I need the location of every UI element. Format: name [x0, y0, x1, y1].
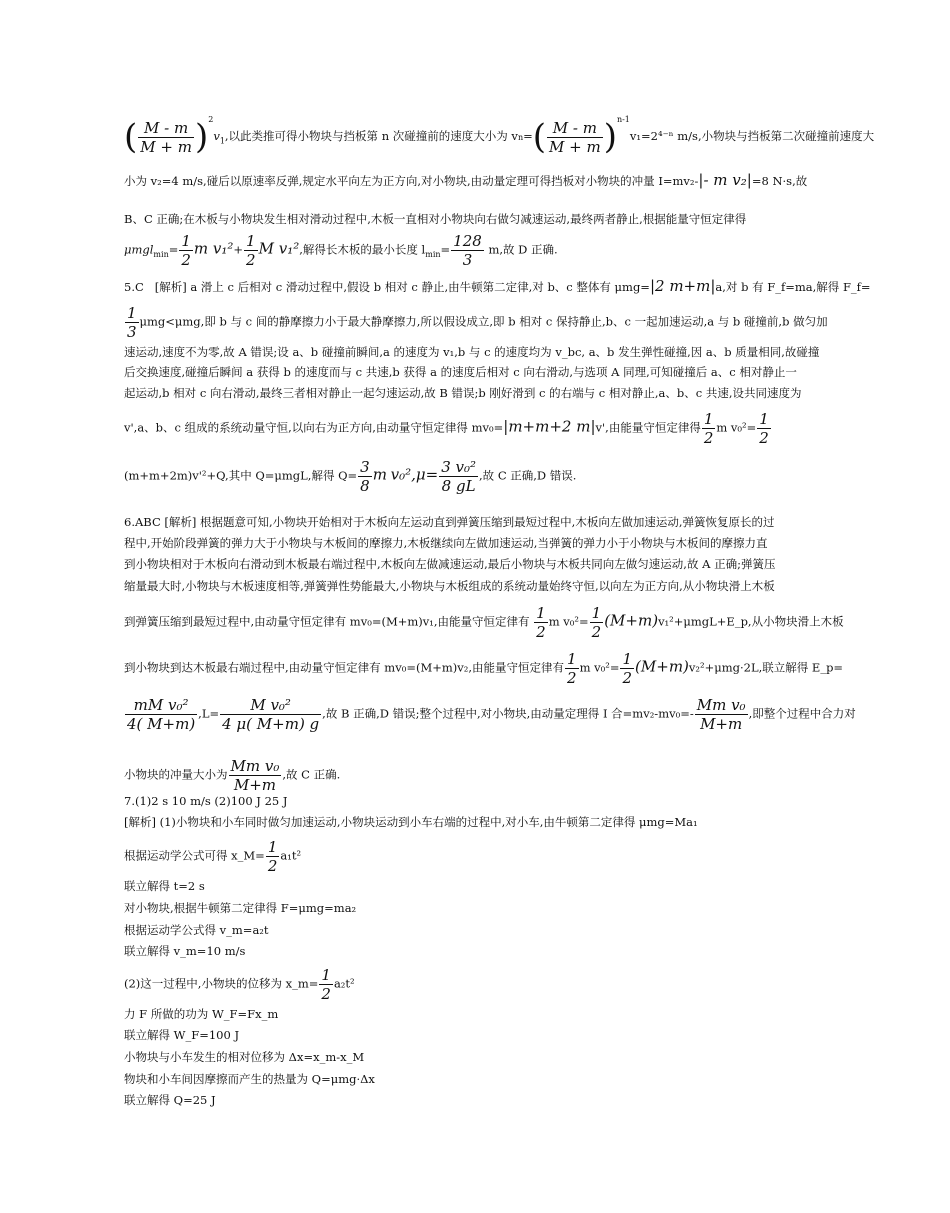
p6-line-5: 到弹簧压缩到最短过程中,由动量守恒定律有 mv₀=(M+m)v₁,由能量守恒定律有 $\frac{1}{2}$ m v₀²= $\frac{1}{2}$ (M+m)v₁²+μmgL+E_p,从小物块滑上木板: [124, 604, 844, 641]
p7-line-11: 物块和小车间因摩擦而产生的热量为 Q=μmg·Δx: [124, 1072, 375, 1086]
p6-line-4: 缩量最大时,小物块与木板速度相等,弹簧弹性势能最大,小物块与木板组成的系统动量始终守恒,以向左为正方向,从小物块滑上木板: [124, 579, 775, 593]
p6-line-2: 程中,开始阶段弹簧的弹力大于小物块与木板间的摩擦力,木板继续向左做加速运动,当弹簧的弹力小于小物块与木板间的摩擦力直: [124, 536, 768, 550]
p7-line-7: (2)这一过程中,小物块的位移为 x_m= $\frac{1}{2}$ a₂t²: [124, 966, 355, 1003]
line-4: μmgl$_{min}$= $\frac{1}{2}$ m v₁²+ $\frac{1}{2}$ M v₁²,解得长木板的最小长度 $l_{min}=$ $\frac{128}{3}$ m,故 D 正确.: [124, 232, 558, 269]
p7-line-10: 小物块与小车发生的相对位移为 Δx=x_m-x_M: [124, 1050, 365, 1064]
p5-line-1: 5.C [解析] a 滑上 c 后相对 c 滑动过程中,假设 b 相对 c 静止,由牛顿第二定律,对 b、c 整体有 μmg=|2 m+m|a,对 b 有 F_f=ma,解得 F_f=: [124, 277, 871, 295]
p6-line-3: 到小物块相对于木板向右滑动到木板最右端过程中,木板向左做减速运动,最后小物块与木板共同向左做匀速运动,故 A 正确;弹簧压: [124, 557, 776, 571]
paren-right: ): [194, 117, 209, 157]
p7-line-5: 根据运动学公式得 v_m=a₂t: [124, 923, 269, 937]
p6-line-7: $\frac{\text{mM v₀²}}{4( M+m)}$ ,L= $\frac{\text{M v₀²}}{4 \mu( M+m) g}$ ,故 B 正确,D 错误;整个过程中,对小物块,由动量定理得 I 合=mv₂-mv₀=- $\frac{\text{Mm v₀}}{M+m}$ ,即整个过程中合力对: [127, 696, 856, 733]
p7-line-4: 对小物块,根据牛顿第二定律得 F=μmg=ma₂: [124, 901, 357, 915]
p5-line-7: (m+m+2m)v'²+Q,其中 Q=μmgL,解得 Q= $\frac{3}{8}$ m v₀²,μ= $\frac{\text{3 v₀²}}{8 gL}$ ,故 C 正确,D 错误.: [124, 458, 577, 495]
p7-line-6: 联立解得 v_m=10 m/s: [124, 944, 246, 958]
p7-head: 7.(1)2 s 10 m/s (2)100 J 25 J: [124, 794, 288, 808]
fraction-M-minus-m: $\frac{M - m}{M + m}$: [140, 118, 192, 156]
p7-line-2: 根据运动学公式可得 x_M= $\frac{1}{2}$ a₁t²: [124, 838, 302, 875]
p7-line-9: 联立解得 W_F=100 J: [124, 1028, 240, 1042]
p7-line-1: [解析] (1)小物块和小车同时做匀加速运动,小物块运动到小车右端的过程中,对小车,由牛顿第二定律得 μmg=Ma₁: [124, 815, 698, 829]
p5-line-6: v',a、b、c 组成的系统动量守恒,以向右为正方向,由动量守恒定律得 mv₀=|m+m+2 m|v',由能量守恒定律得 $\frac{1}{2}$ m v₀²= $\frac{1}{2}$: [124, 410, 769, 447]
line-3: B、C 正确;在木板与小物块发生相对滑动过程中,木板一直相对小物块向右做匀减速运动,最终两者静止,根据能量守恒定律得: [124, 212, 747, 226]
fraction-M-minus-m-2: $\frac{M - m}{M + m}$: [549, 118, 601, 156]
p7-line-8: 力 F 所做的功为 W_F=Fx_m: [124, 1007, 279, 1021]
p7-line-12: 联立解得 Q=25 J: [124, 1093, 216, 1107]
p5-line-3: 速运动,速度不为零,故 A 错误;设 a、b 碰撞前瞬间,a 的速度为 v₁,b 与 c 的速度均为 v_bc, a、b 发生弹性碰撞,因 a、b 质量相同,故碰撞: [124, 345, 820, 359]
p5-line-5: 起运动,b 相对 c 向右滑动,最终三者相对静止一起匀速运动,故 B 错误;b 刚好滑到 c 的右端与 c 相对静止,a、b、c 共速,设共同速度为: [124, 386, 802, 400]
p6-line-6: 到小物块到达木板最右端过程中,由动量守恒定律有 mv₀=(M+m)v₂,由能量守恒定律有 $\frac{1}{2}$ m v₀²= $\frac{1}{2}$ (M+m)v₂²+μmg·2L,联立解得 E_p=: [124, 650, 844, 687]
paren-left: (: [124, 117, 138, 157]
p5-line-2: $\frac{1}{3}$ μmg<μmg,即 b 与 c 间的静摩擦力小于最大静摩擦力,所以假设成立,即 b 相对 c 保持静止,b、c 一起加速运动,a 与 b 碰撞前,b 做匀加: [127, 304, 828, 341]
p5-line-4: 后交换速度,碰撞后瞬间 a 获得 b 的速度而与 c 共速,b 获得 a 的速度后相对 c 向右滑动,与选项 A 同理,可知碰撞后 a、c 相对静止一: [124, 365, 797, 379]
line-1: ( $\frac{M - m}{M + m}$ )$^2v_1$,以此类推可得小物块与挡板第 n 次碰撞前的速度大小为 vn=( $\frac{M - m}{M + m}$ )$^{n-1}$v₁=2⁴⁻ⁿ m/s,小物块与挡板第二次碰撞前速度大: [124, 115, 875, 157]
p6-line-1: 6.ABC [解析] 根据题意可知,小物块开始相对于木板向左运动直到弹簧压缩到最短过程中,木板向左做加速运动,弹簧恢复原长的过: [124, 515, 775, 529]
p6-line-8: 小物块的冲量大小为 $\frac{\text{Mm v₀}}{M+m}$ ,故 C 正确.: [124, 757, 341, 794]
p7-line-3: 联立解得 t=2 s: [124, 879, 205, 893]
line-2: 小为 v₂=4 m/s,碰后以原速率反弹,规定水平向左为正方向,对小物块,由动量定理可得挡板对小物块的冲量 I=mv₂-|- m v₂|=8 N·s,故: [124, 171, 808, 189]
